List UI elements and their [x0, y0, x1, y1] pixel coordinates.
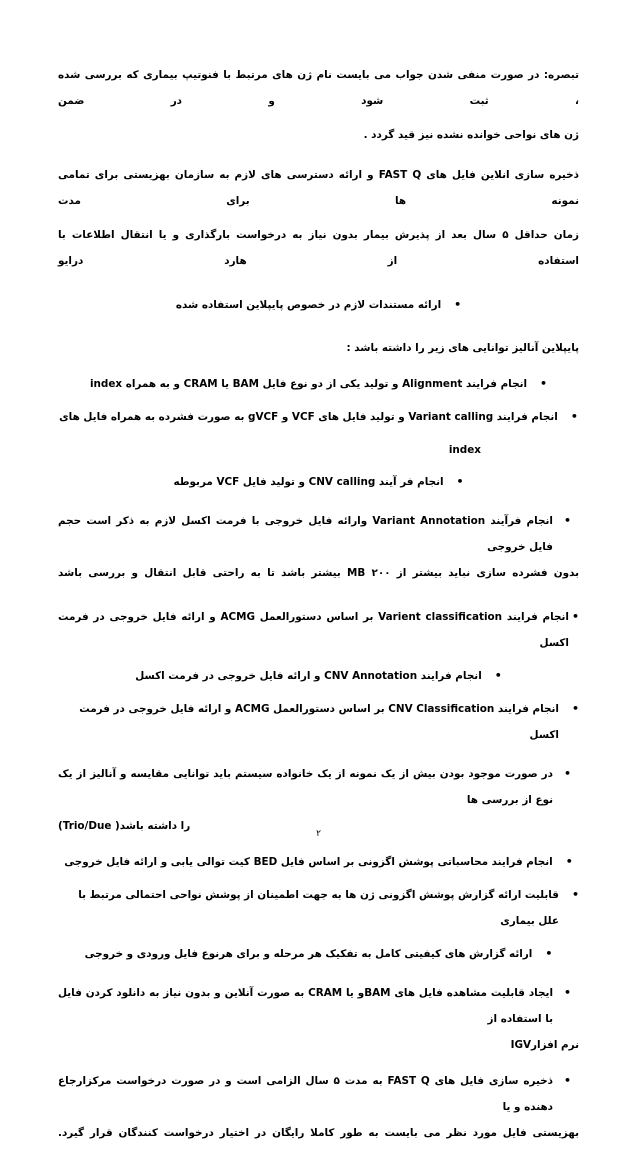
bullet-family-comparison [58, 761, 579, 813]
bullet-cnv-annotation [58, 663, 579, 689]
bullet-dot-icon: • [540, 377, 548, 390]
bullet-quality-report-label: ارائه گزارش های کیفیتی کامل به تفکیک هر مرحله و برای هرنوع فایل ورودی و خروجی [84, 948, 533, 960]
storage-paragraph-line-2: زمان حداقل ۵ سال بعد از پذیرش بیمار بدون نیاز به درخواست بارگذاری و یا انتقال اطلاعات با استفاده از هارد درایو [58, 229, 579, 267]
bullet-list-family [58, 761, 579, 813]
storage-paragraph-line-1: ذخیره سازی انلاین فایل های FAST Q و ارائه دسترسی های لازم به سازمان بهزیستی برای تمامی نمونه ها برای مدت [58, 169, 579, 207]
bullet-variant-calling-label: انجام فرایند Variant calling و تولید فایل های VCF و gVCF به صورت فشرده به همراه فایل های [59, 411, 558, 423]
family-comparison-line-2: را داشته باشد( Trio/Due) [58, 820, 191, 832]
bullet-dot-icon: • [545, 947, 553, 960]
bullet-cnv-calling-label: انجام فر آیند CNV calling و تولید فایل VCF مربوطه [173, 476, 444, 488]
note-paragraph-line-1: تبصره: در صورت منفی شدن جواب می بایست نام ژن های مرتبط با فنوتیپ بیماری که بررسی شده ، ثبت شود و در ضمن [58, 69, 579, 107]
bullet-alignment-label: انجام فرایند Alignment و تولید یکی از دو نوع فایل BAM یا CRAM و به همراه index [89, 378, 528, 390]
bullet-cnv-calling [58, 469, 579, 495]
bullet-dot-icon: • [454, 298, 462, 311]
bullet-variant-annotation-label: انجام فرآیند Variant Annotation وارائه فایل خروجی با فرمت اکسل لازم به ذکر است حجم فایل خروجی [58, 515, 553, 553]
bullet-igv-viewer [58, 980, 579, 1032]
bullet-variant-classification-label: انجام فرایند Varient classification بر اساس دستورالعمل ACMG و ارائه فایل خروجی در فرمت اکسل [58, 611, 569, 649]
bullet-cnv-classification [58, 696, 579, 748]
bullet-quality-report [58, 941, 579, 967]
bullet-cnv-annotation-label: انجام فرایند CNV Annotation و ارائه فایل خروجی در فرمت اکسل [135, 670, 482, 682]
bullet-list-igv [58, 980, 579, 1032]
variant-annotation-line-2: بدون فشرده سازی نباید بیشتر از ۲۰۰ MB بیشتر باشد تا به راحتی قابل انتقال و بررسی باشد [58, 567, 580, 579]
bullet-fastq-retention-label: ذخیره سازی فایل های FAST Q به مدت ۵ سال الزامی است و در صورت درخواست مرکزارجاع دهنده و یا [58, 1075, 554, 1113]
bullet-dot-icon: • [570, 410, 578, 423]
bullet-documentation-label: ارائه مستندات لازم در خصوص پایپلاین استفاده شده [175, 299, 442, 311]
bullet-igv-viewer-label: ایجاد قابلیت مشاهده فایل های BAMو یا CRAM به صورت آنلاین و بدون نیاز به دانلود کردن فایل با استفاده از [58, 987, 553, 1025]
bullet-dot-icon: • [494, 669, 502, 682]
bullet-family-comparison-label: در صورت موجود بودن بیش از یک نمونه از یک خانواده سیستم باید توانایی مقایسه و آنالیز از یک نوع از بررسی ها [58, 768, 553, 806]
fastq-retention-line-2: بهزیستی فایل مورد نظر می بایست به طور کاملا رایگان در اختیار درخواست کنندگان قرار گیرد. [58, 1127, 579, 1139]
bullet-dot-icon: • [571, 702, 579, 715]
bullet-list-wide [58, 508, 579, 560]
bullet-coverage-report-label: قابلیت ارائه گزارش پوشش اگزونی ژن ها به جهت اطمینان از پوشش نواحی احتمالی مرتبط با علل بیماری [78, 889, 559, 927]
bullet-cnv-classification-label: انجام فرایند CNV Classification بر اساس دستورالعمل ACMG و ارائه فایل خروجی در فرمت اکسل [79, 703, 559, 741]
bullet-alignment [58, 371, 579, 397]
page-number: ۲ [316, 829, 321, 839]
bullet-dot-icon: • [456, 475, 464, 488]
bullet-dot-icon: • [571, 888, 579, 901]
bullet-coverage-report [58, 882, 579, 934]
bullet-variant-classification [58, 604, 579, 656]
bullet-fastq-retention [58, 1068, 579, 1120]
bullet-variant-annotation [58, 508, 579, 560]
bullet-exome-coverage-label: انجام فرایند محاسباتی پوشش اگزونی بر اساس فایل BED کیت توالی یابی و ارائه فایل خروجی [64, 856, 553, 868]
bullet-dot-icon: • [565, 855, 573, 868]
bullet-list-flush [58, 604, 579, 656]
variant-calling-continuation: index [448, 444, 481, 456]
igv-line-2: نرم افزارIGV [510, 1039, 579, 1051]
pipeline-intro-line: پایپلاین آنالیز توانایی های زیر را داشته باشد : [346, 342, 579, 354]
bullet-list-fastq [58, 1068, 579, 1120]
bullet-documentation [58, 292, 579, 318]
document-content [58, 62, 579, 1154]
bullet-variant-calling [58, 404, 579, 430]
note-paragraph-line-2: ژن های نواحی خوانده نشده نیز قید گردد . [363, 129, 579, 141]
bullet-exome-coverage [58, 849, 579, 875]
